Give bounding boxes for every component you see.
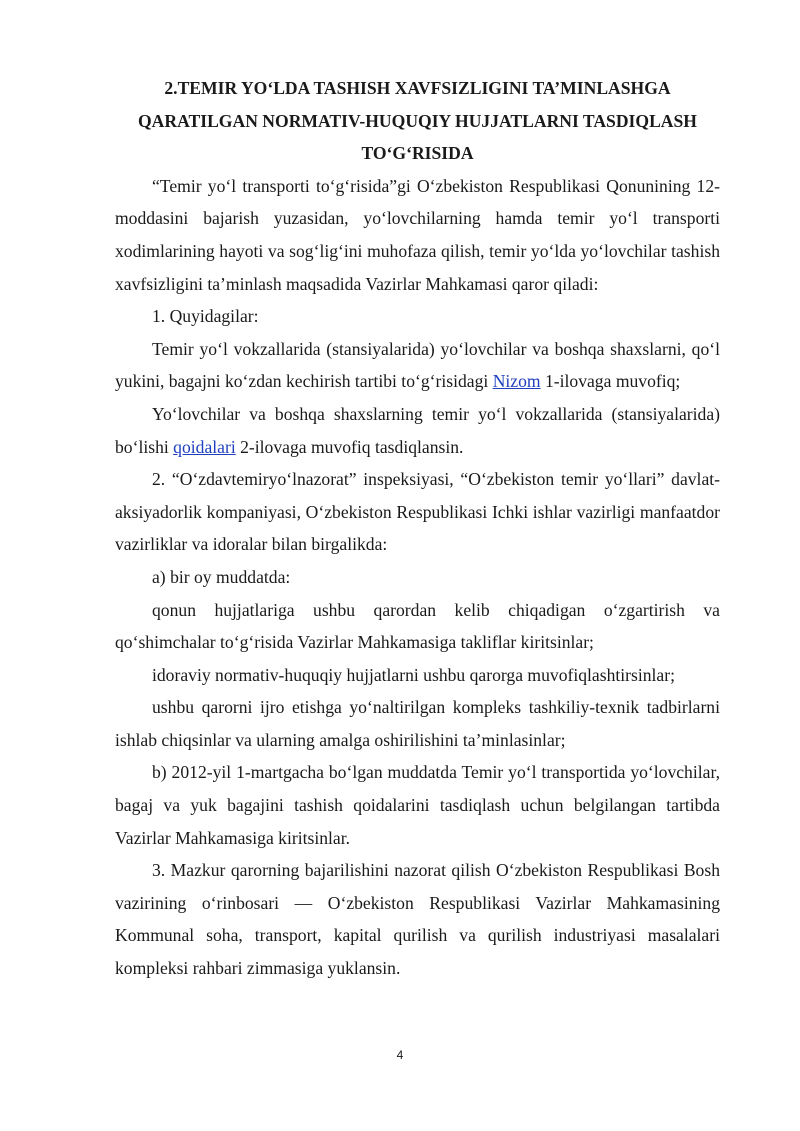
nizom-text-after: 1-ilovaga muvofiq; (540, 371, 681, 392)
clause-2a-item: ushbu qarorni ijro etishga yo‘naltirilgan kompleks tashkiliy-texnik tadbirlarni ishlab chiqsinlar va ularning amalga oshirilishini ta’minlasinlar; (115, 697, 720, 750)
clause-2a-item: qonun hujjatlariga ushbu qarordan kelib chiqadigan o‘zgartirish va qo‘shimchalar to‘g‘risida Vazirlar Mahkamasiga takliflar kiritsinlar; (115, 599, 720, 653)
document-title (115, 72, 720, 170)
clause-2a-item: idoraviy normativ-huquqiy hujjatlarni ushbu qarorga muvofiqlashtirsinlar; (152, 664, 675, 685)
title-line: QARATILGAN NORMATIV-HUQUQIY HUJJATLARNI TASDIQLASH (138, 110, 697, 131)
clause-2b-paragraph: b) 2012-yil 1-martgacha bo‘lgan muddatda Temir yo‘l transportida yo‘lovchilar, bagaj va yuk bagajini tashish qoidalarini tasdiqlash uchun belgilangan tartibda Vazirlar Mahkamasiga kiritsinlar. (115, 762, 720, 848)
nizom-link[interactable]: Nizom (492, 371, 541, 392)
qoidalari-text-after: 2-ilovaga muvofiq tasdiqlansin. (235, 436, 464, 457)
clause-2a-heading: a) bir oy muddatda: (152, 566, 291, 587)
qoidalari-link[interactable]: qoidalari (173, 436, 236, 457)
clause-1-heading: 1. Quyidagilar: (152, 306, 259, 327)
nizom-paragraph (115, 333, 720, 398)
page-number: 4 (396, 1048, 404, 1062)
clause-3-paragraph: 3. Mazkur qarorning bajarilishini nazorat qilish O‘zbekiston Respublikasi Bosh vazirining o‘rinbosari — O‘zbekiston Respublikasi Vazirlar Mahkamasining Kommunal soha, transport, kapital qurilish va qurilish industriyasi masalalari kompleksi rahbari zimmasiga yuklansin. (115, 860, 720, 979)
qoidalari-text-before: Yo‘lovchilar va boshqa shaxslarning temir yo‘l vokzallarida (stansiyalarida) bo‘lishi (115, 403, 720, 457)
nizom-text-before: Temir yo‘l vokzallarida (stansiyalarida) yo‘lovchilar va boshqa shaxslarni, qo‘l yukini, bagajni ko‘zdan kechirish tartibi to‘g‘risidagi (115, 338, 720, 392)
title-line: 2.TEMIR YO‘LDA TASHISH XAVFSIZLIGINI TA’MINLASHGA (164, 78, 671, 98)
title-line: TO‘G‘RISIDA (361, 143, 474, 164)
preamble-paragraph: “Temir yo‘l transporti to‘g‘risida”gi O‘zbekiston Respublikasi Qonunining 12-moddasini bajarish yuzasidan, yo‘lovchilarning hamda temir yo‘l transporti xodimlarining hayoti va sog‘lig‘ini muhofaza qilish, temir yo‘lda yo‘lovchilar tashish xavfsizligini ta’minlash maqsadida Vazirlar Mahkamasi qaror qiladi: (115, 175, 720, 294)
qoidalari-paragraph (115, 398, 720, 463)
clause-2-paragraph: 2. “O‘zdavtemiryo‘lnazorat” inspeksiyasi, “O‘zbekiston temir yo‘llari” davlat-aksiyadorlik kompaniyasi, O‘zbekiston Respublikasi Ichki ishlar vazirligi manfaatdor vazirliklar va idoralar bilan birgalikda: (115, 469, 720, 555)
